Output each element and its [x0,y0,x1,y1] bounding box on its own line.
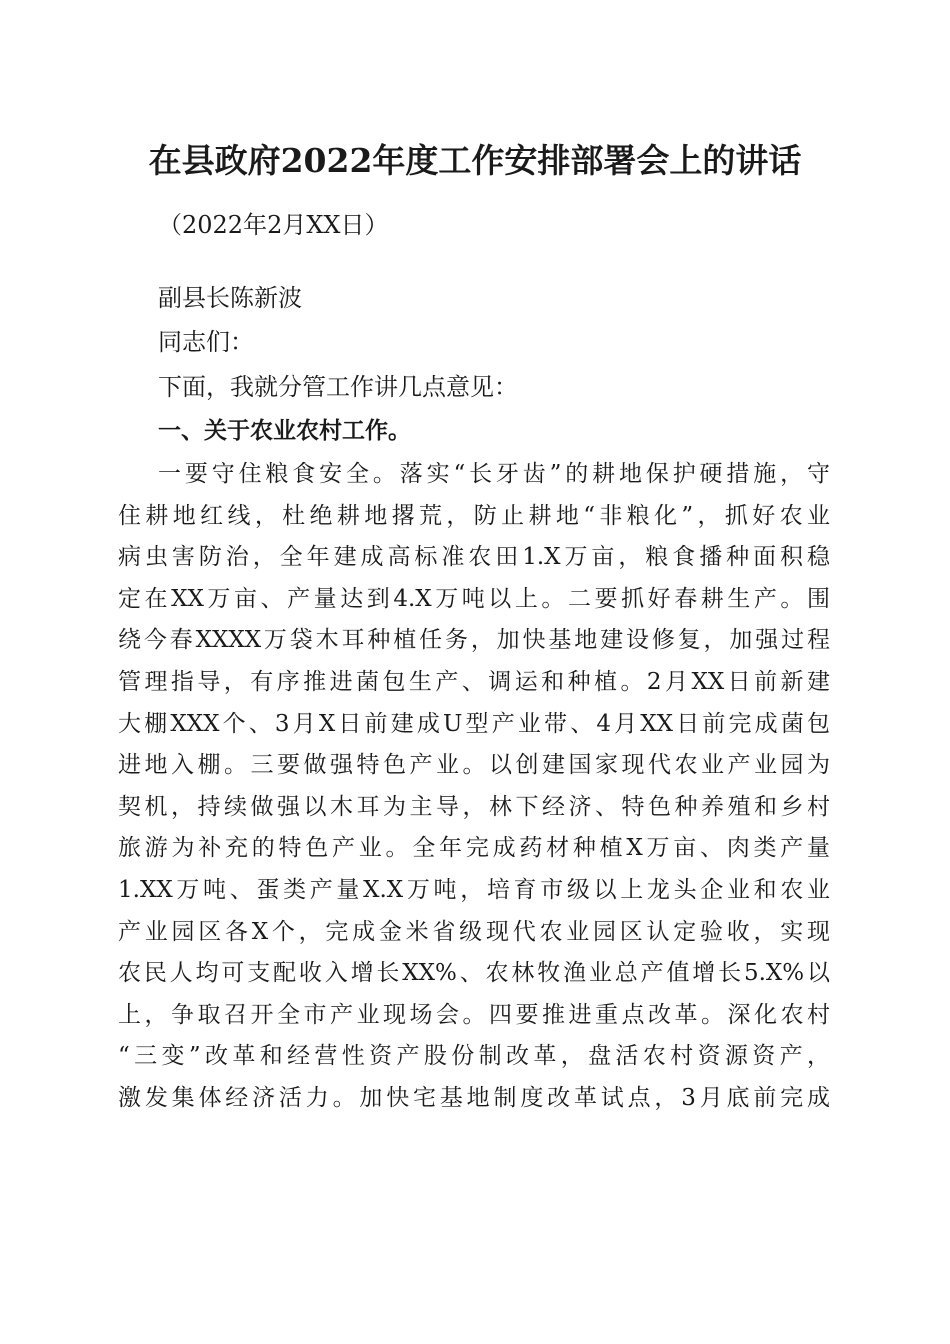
paragraph-line: 病虫害防治，全年建成高标准农田1.X万亩，粮食播种面积稳 [118,544,830,571]
section-heading-agriculture: 一、关于农业农村工作。 [158,418,411,444]
paragraph-line: 产业园区各X个，完成金米省级现代农业园区认定验收，实现 [118,918,830,945]
paragraph-line: 定在XX万亩、产量达到4.X万吨以上。二要抓好春耕生产。围 [118,585,830,612]
paragraph-line: 管理指导，有序推进菌包生产、调运和种植。2月XX日前新建 [118,668,830,695]
paragraph-line: “三变”改革和经营性资产股份制改革，盘活农村资源资产， [118,1043,830,1070]
paragraph-line: 一要守住粮食安全。落实“长牙齿”的耕地保护硬措施，守 [158,461,830,487]
intro-sentence: 下面，我就分管工作讲几点意见： [158,373,518,401]
paragraph-line: 旅游为补充的特色产业。全年完成药材种植X万亩、肉类产量 [118,835,830,862]
document-title: 在县政府2022年度工作安排部署会上的讲话 [148,141,802,180]
paragraph-line: 契机，持续做强以木耳为主导，林下经济、特色种养殖和乡村 [118,793,830,820]
paragraph-line: 住耕地红线，杜绝耕地撂荒，防止耕地“非粮化”，抓好农业 [118,502,830,529]
salutation: 同志们： [158,328,254,356]
speech-date: （2022年2月XX日） [158,211,389,239]
paragraph-line: 上，争取召开全市产业现场会。四要推进重点改革。深化农村 [118,1001,830,1028]
paragraph-line: 1.XX万吨、蛋类产量X.X万吨，培育市级以上龙头企业和农业 [118,876,830,903]
speaker-name: 副县长陈新波 [158,284,302,312]
paragraph-line: 农民人均可支配收入增长XX%、农林牧渔业总产值增长5.X%以 [118,960,830,987]
paragraph-line: 进地入棚。三要做强特色产业。以创建国家现代农业产业园为 [118,752,830,779]
paragraph-line: 大棚XXX个、3月X日前建成U型产业带、4月XX日前完成菌包 [118,710,830,737]
paragraph-line: 激发集体经济活力。加快宅基地制度改革试点，3月底前完成 [118,1084,830,1111]
section-body-agriculture [118,454,830,1120]
paragraph-line: 绕今春XXXX万袋木耳种植任务，加快基地建设修复，加强过程 [118,627,830,654]
